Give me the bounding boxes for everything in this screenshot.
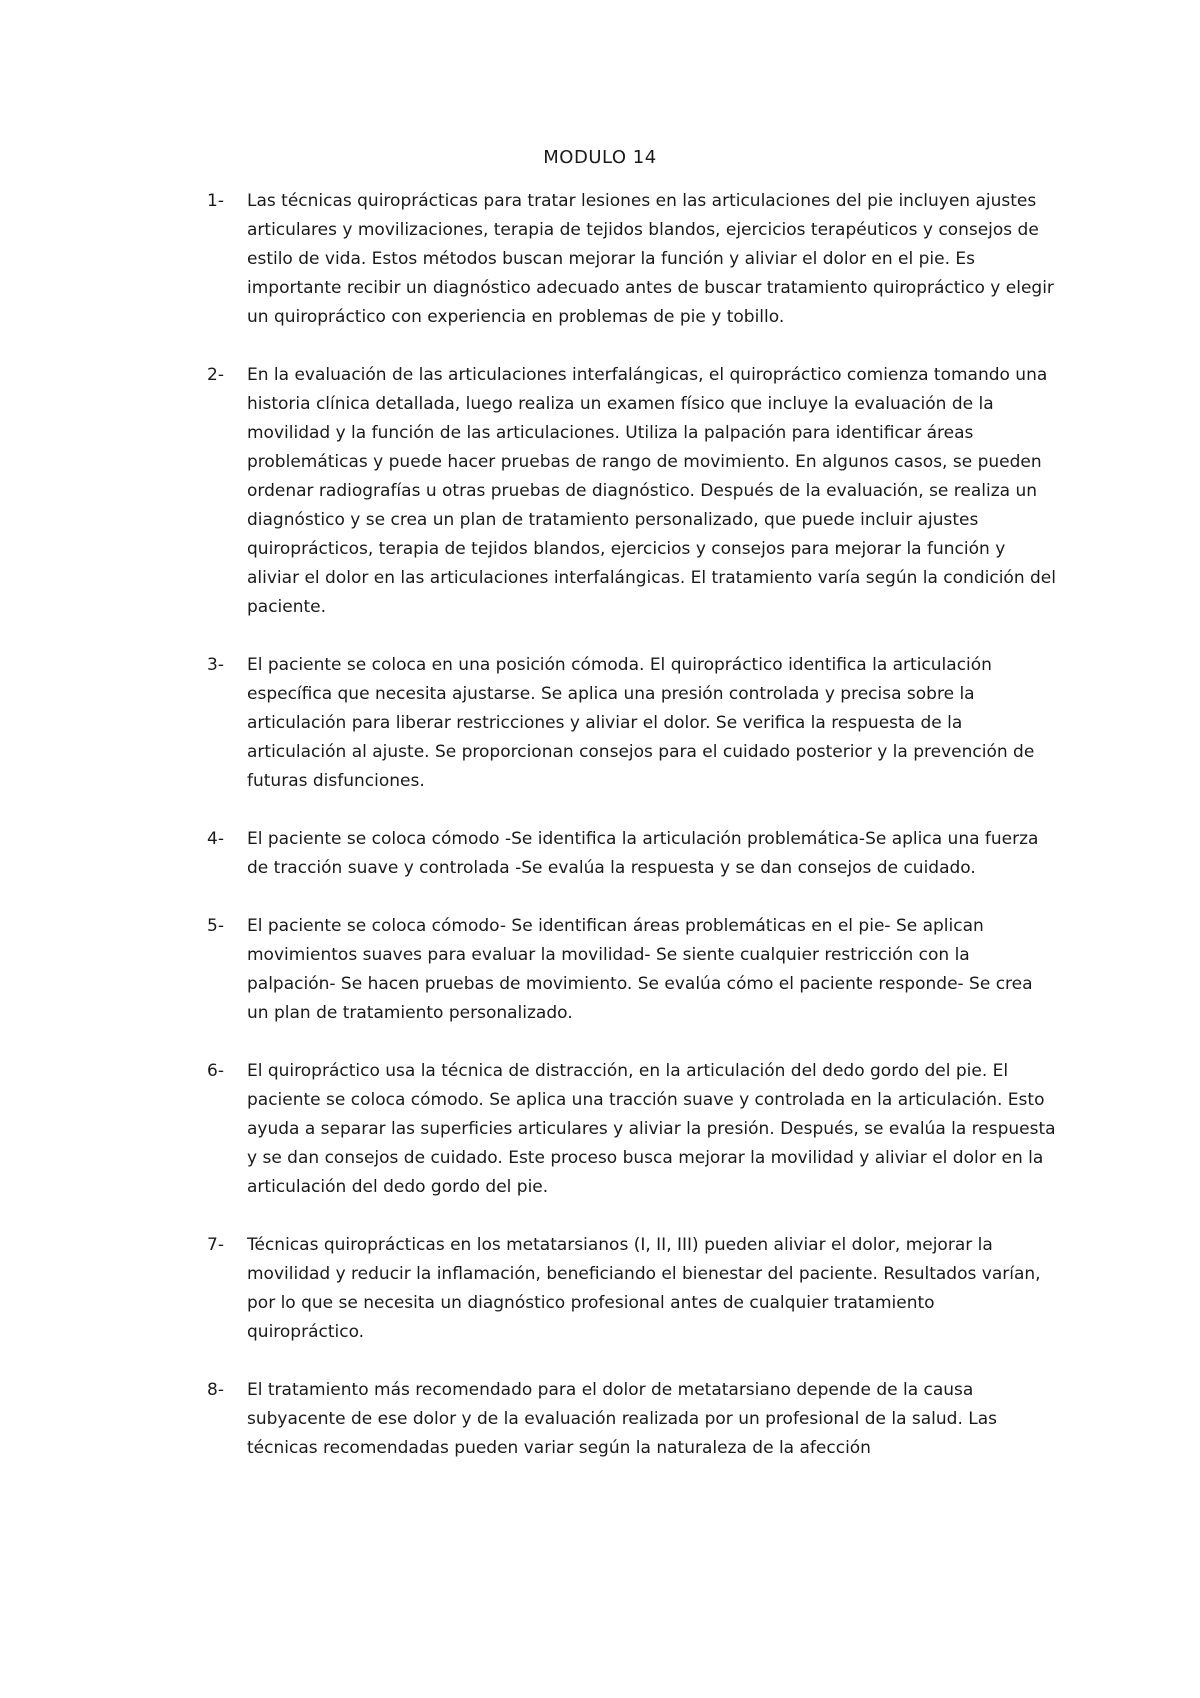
list-item <box>207 1231 1057 1347</box>
list-item-text: El paciente se coloca cómodo -Se identifica la articulación problemática-Se aplica una fuerza de tracción suave y controlada -Se evalúa la respuesta y se dan consejos de cuidado. <box>247 829 1039 878</box>
list-item <box>207 1376 1057 1463</box>
list-item-number: 2- <box>207 365 224 385</box>
list-item-number: 6- <box>207 1061 224 1081</box>
list-item <box>207 187 1057 332</box>
numbered-list <box>207 187 1057 1492</box>
list-item-number: 7- <box>207 1235 224 1255</box>
list-item-number: 8- <box>207 1380 224 1400</box>
list-item-text: El quiropráctico usa la técnica de distracción, en la articulación del dedo gordo del pie. El paciente se coloca cómodo. Se aplica una tracción suave y controlada en la articulación. Esto ayuda a separar las superficies articulares y aliviar la presión. Después, se evalúa la respuesta y se dan consejos de cuidado. Este proceso busca mejorar la movilidad y aliviar el dolor en la articulación del dedo gordo del pie. <box>247 1061 1056 1197</box>
list-item-text: En la evaluación de las articulaciones interfalángicas, el quiropráctico comienza tomando una historia clínica detallada, luego realiza un examen físico que incluye la evaluación de la movilidad y la función de las articulaciones. Utiliza la palpación para identificar áreas problemáticas y puede hacer pruebas de rango de movimiento. En algunos casos, se pueden ordenar radiografías u otras pruebas de diagnóstico. Después de la evaluación, se realiza un diagnóstico y se crea un plan de tratamiento personalizado, que puede incluir ajustes quiroprácticos, terapia de tejidos blandos, ejercicios y consejos para mejorar la función y aliviar el dolor en las articulaciones interfalángicas. El tratamiento varía según la condición del paciente. <box>247 365 1056 617</box>
list-item-number: 4- <box>207 829 224 849</box>
list-item <box>207 825 1057 883</box>
document-title: MODULO 14 <box>543 147 657 168</box>
list-item <box>207 1057 1057 1202</box>
list-item <box>207 361 1057 622</box>
list-item-text: Las técnicas quiroprácticas para tratar lesiones en las articulaciones del pie incluyen ajustes articulares y movilizaciones, terapia de tejidos blandos, ejercicios terapéuticos y consejos de estilo de vida. Estos métodos buscan mejorar la función y aliviar el dolor en el pie. Es importante recibir un diagnóstico adecuado antes de buscar tratamiento quiropráctico y elegir un quiropráctico con experiencia en problemas de pie y tobillo. <box>247 191 1054 327</box>
list-item-number: 5- <box>207 916 224 936</box>
list-item <box>207 912 1057 1028</box>
list-item-text: El paciente se coloca cómodo- Se identifican áreas problemáticas en el pie- Se aplican movimientos suaves para evaluar la movilidad- Se siente cualquier restricción con la palpación- Se hacen pruebas de movimiento. Se evalúa cómo el paciente responde- Se crea un plan de tratamiento personalizado. <box>247 916 1033 1023</box>
list-item-text: Técnicas quiroprácticas en los metatarsianos (I, II, III) pueden aliviar el dolor, mejorar la movilidad y reducir la inflamación, beneficiando el bienestar del paciente. Resultados varían, por lo que se necesita un diagnóstico profesional antes de cualquier tratamiento quiropráctico. <box>247 1235 1041 1342</box>
list-item-number: 1- <box>207 191 224 211</box>
list-item-text: El tratamiento más recomendado para el dolor de metatarsiano depende de la causa subyacente de ese dolor y de la evaluación realizada por un profesional de la salud. Las técnicas recomendadas pueden variar según la naturaleza de la afección <box>247 1380 998 1458</box>
list-item-text: El paciente se coloca en una posición cómoda. El quiropráctico identifica la articulación específica que necesita ajustarse. Se aplica una presión controlada y precisa sobre la articulación para liberar restricciones y aliviar el dolor. Se verifica la respuesta de la articulación al ajuste. Se proporcionan consejos para el cuidado posterior y la prevención de futuras disfunciones. <box>247 655 1035 791</box>
list-item <box>207 651 1057 796</box>
list-item-number: 3- <box>207 655 224 675</box>
